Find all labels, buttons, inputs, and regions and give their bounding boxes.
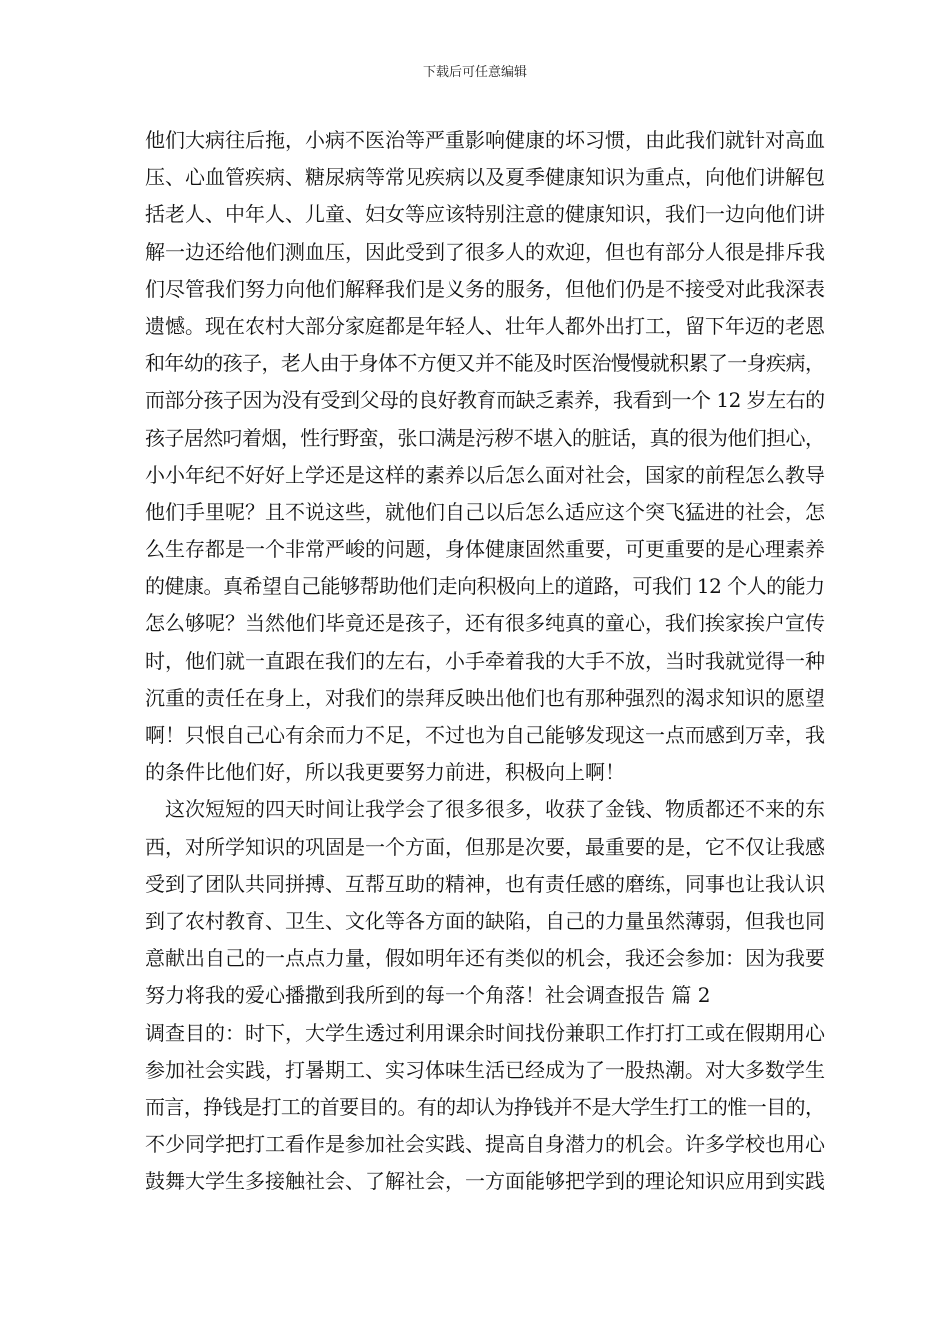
- text-line: 他们手里呢？且不说这些，就他们自己以后怎么适应这个突飞猛进的社会，怎: [145, 499, 825, 524]
- text-line: 小小年纪不好好上学还是这样的素养以后怎么面对社会，国家的前程怎么教导: [145, 462, 825, 487]
- text-line: 意献出自己的一点点力量，假如明年还有类似的机会，我还会参加：因为我要: [145, 946, 825, 971]
- text-line: 怎么够呢？当然他们毕竟还是孩子，还有很多纯真的童心，我们挨家挨户宣传: [145, 611, 825, 636]
- text-line: 努力将我的爱心播撒到我所到的每一个角落！社会调查报告 篇 2: [145, 983, 711, 1008]
- text-line: 解一边还给他们测血压，因此受到了很多人的欢迎，但也有部分人很是排斥我: [145, 239, 825, 264]
- text-line: 么生存都是一个非常严峻的问题，身体健康固然重要，可更重要的是心理素养: [145, 537, 825, 562]
- text-line: 参加社会实践，打暑期工、实习体味生活已经成为了一股热潮。对大多数学生: [145, 1057, 825, 1082]
- text-line: 他们大病往后拖，小病不医治等严重影响健康的坏习惯，由此我们就针对高血: [145, 128, 825, 152]
- text-line: 遗憾。现在农村大部分家庭都是年轻人、壮年人都外出打工，留下年迈的老恩: [145, 313, 825, 338]
- text-line: 而言，挣钱是打工的首要目的。有的却认为挣钱并不是大学生打工的惟一目的，: [145, 1094, 825, 1119]
- text-line: 受到了团队共同拼搏、互帮互助的精神，也有责任感的磨练，同事也让我认识: [145, 871, 825, 896]
- text-line: 们尽管我们努力向他们解释我们是义务的服务，但他们仍是不接受对此我深表: [145, 276, 825, 301]
- text-line: 的健康。真希望自己能够帮助他们走向积极向上的道路，可我们 12 个人的能力: [145, 574, 825, 599]
- text-line: 括老人、中年人、儿童、妇女等应该特别注意的健康知识，我们一边向他们讲: [145, 202, 825, 227]
- text-line: 时，他们就一直跟在我们的左右，小手牵着我的大手不放，当时我就觉得一种: [145, 648, 825, 673]
- text-line: 调查目的：时下，大学生透过利用课余时间找份兼职工作打打工或在假期用心: [145, 1020, 825, 1045]
- text-line: 而部分孩子因为没有受到父母的良好教育而缺乏素养，我看到一个 12 岁左右的: [145, 388, 825, 413]
- text-line: 压、心血管疾病、糖尿病等常见疾病以及夏季健康知识为重点，向他们讲解包: [145, 165, 825, 190]
- text-line: 孩子居然叼着烟，性行野蛮，张口满是污秽不堪入的脏话，真的很为他们担心，: [145, 425, 825, 450]
- text-line: 啊！只恨自己心有余而力不足，不过也为自己能够发现这一点而感到万幸，我: [145, 723, 825, 747]
- text-line: 的条件比他们好，所以我更要努力前进，积极向上啊！: [145, 760, 625, 785]
- text-line: 鼓舞大学生多接触社会、了解社会，一方面能够把学到的理论知识应用到实践: [145, 1169, 825, 1194]
- text-line: 这次短短的四天时间让我学会了很多很多，收获了金钱、物质都还不来的东: [145, 797, 825, 822]
- text-line: 西，对所学知识的巩固是一个方面，但那是次要，最重要的是，它不仅让我感: [145, 834, 825, 859]
- text-line: 和年幼的孩子，老人由于身体不方便又并不能及时医治慢慢就积累了一身疾病，: [145, 351, 825, 376]
- page-header: 下载后可任意编辑: [422, 65, 527, 80]
- text-line: 到了农村教育、卫生、文化等各方面的缺陷，自己的力量虽然薄弱，但我也同: [145, 908, 825, 933]
- text-line: 不少同学把打工看作是参加社会实践、提高自身潜力的机会。许多学校也用心: [145, 1132, 825, 1157]
- document-body: [145, 122, 825, 1200]
- text-line: 沉重的责任在身上，对我们的崇拜反映出他们也有那种强烈的渴求知识的愿望: [145, 685, 825, 710]
